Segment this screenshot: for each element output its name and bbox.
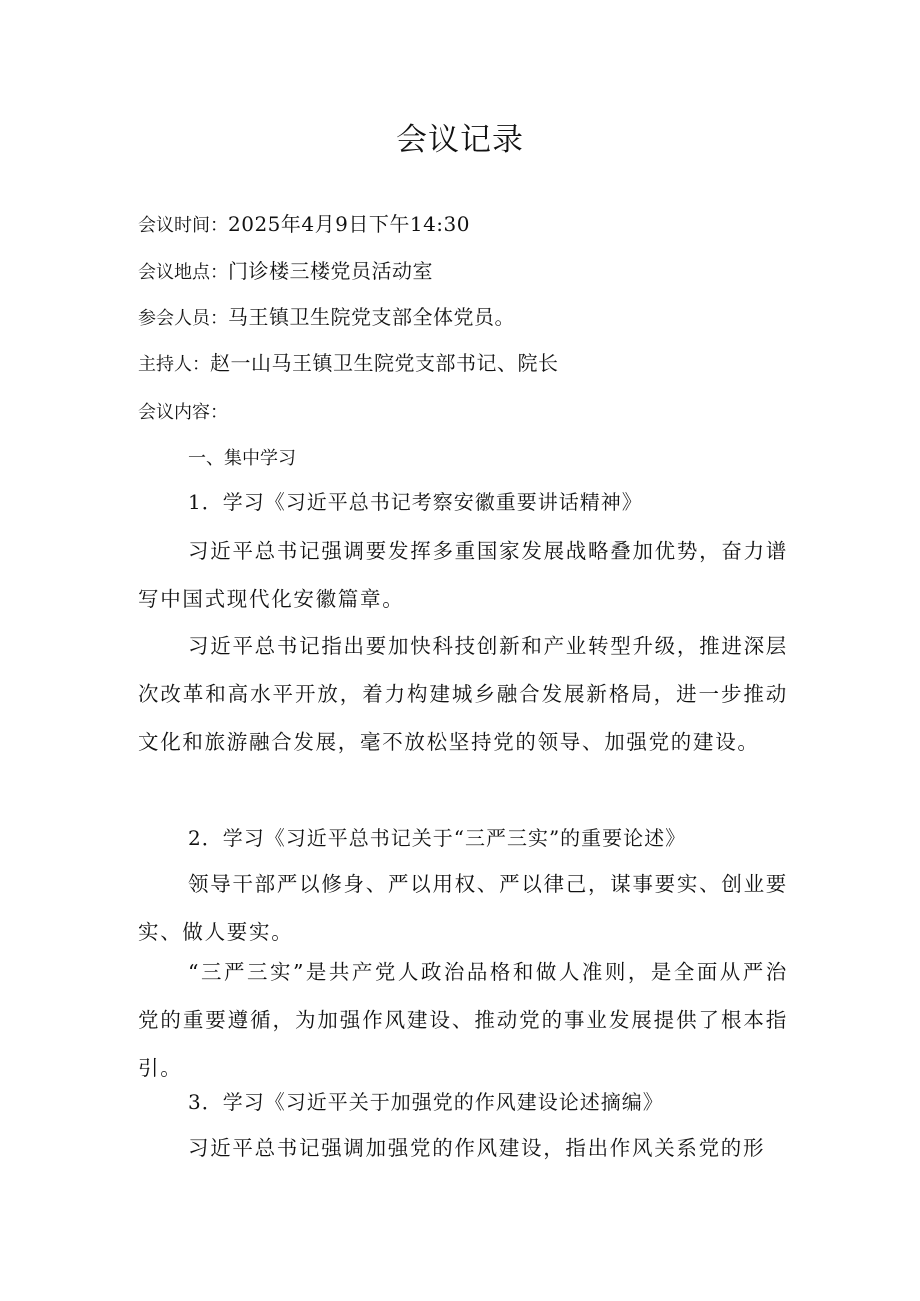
meta-value: 门诊楼三楼党员活动室 [228, 259, 433, 283]
meta-label: 会议时间： [138, 215, 228, 236]
meta-label: 主持人： [138, 354, 210, 375]
item-heading: 2．学习《习近平总书记关于“三严三实”的重要论述》 [188, 826, 687, 850]
meta-value: 2025年4月9日下午14:30 [228, 212, 470, 236]
body-paragraph: 习近平总书记强调要发挥多重国家发展战略叠加优势，奋力谱写中国式现代化安徽篇章。 [138, 539, 788, 611]
meta-meeting-time [138, 209, 470, 241]
section-heading: 一、集中学习 [188, 448, 296, 469]
meta-value: 赵一山马王镇卫生院党支部书记、院长 [210, 351, 559, 375]
body-paragraph: 习近平总书记指出要加快科技创新和产业转型升级，推进深层次改革和高水平开放，着力构建城乡融合发展新格局，进一步推动文化和旅游融合发展，毫不放松坚持党的领导、加强党的建设。 [138, 634, 788, 754]
body-paragraph: “三严三实”是共产党人政治品格和做人准则，是全面从严治党的重要遵循，为加强作风建设、推动党的事业发展提供了根本指引。 [138, 960, 788, 1080]
meta-attendees [138, 302, 515, 334]
meta-value: 马王镇卫生院党支部全体党员。 [228, 305, 515, 329]
meta-meeting-location [138, 256, 433, 288]
meta-label: 会议地点： [138, 262, 228, 283]
body-paragraph: 习近平总书记强调加强党的作风建设，指出作风关系党的形 [188, 1136, 766, 1160]
meta-label: 参会人员： [138, 308, 228, 329]
meta-content [138, 396, 228, 428]
body-paragraph: 领导干部严以修身、严以用权、严以律己，谋事要实、创业要实、做人要实。 [138, 872, 788, 944]
item-heading: 3．学习《习近平关于加强党的作风建设论述摘编》 [188, 1090, 664, 1114]
meta-label: 会议内容： [138, 402, 228, 423]
document-title: 会议记录 [396, 122, 524, 158]
meta-host [138, 348, 559, 380]
item-heading: 1．学习《习近平总书记考察安徽重要讲话精神》 [188, 490, 643, 514]
